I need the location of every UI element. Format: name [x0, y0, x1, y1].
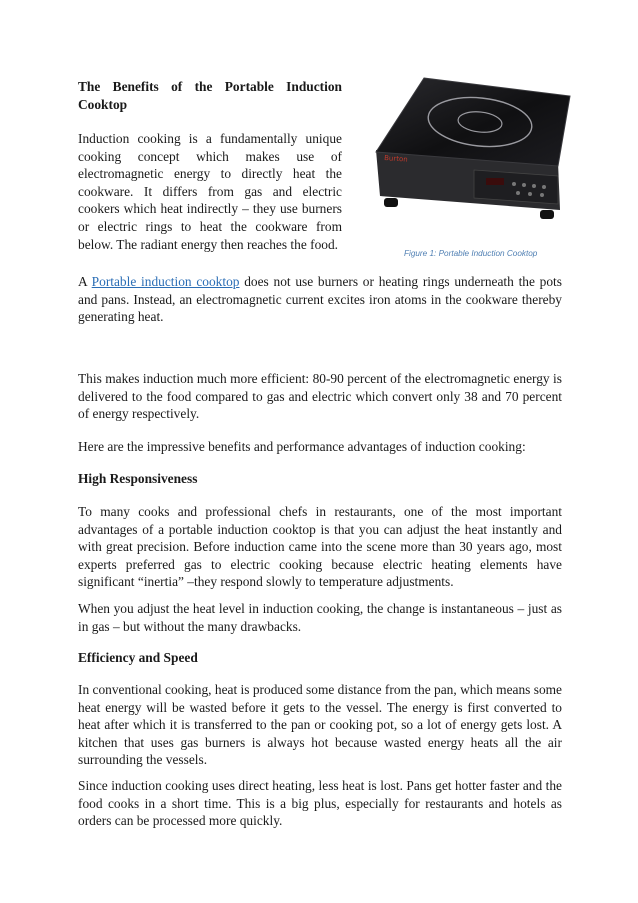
figure-caption: Figure 1: Portable Induction Cooktop: [404, 249, 538, 258]
induction-cooktop-image: [362, 70, 574, 250]
paragraph-6: When you adjust the heat level in induction cooking, the change is instantaneous – just as in gas – but without the many drawbacks.: [78, 601, 562, 634]
paragraph-2-prefix: A: [78, 274, 92, 289]
control-button: [522, 183, 526, 187]
display-window: [486, 178, 504, 185]
paragraph-2: [78, 273, 562, 326]
paragraph-2-suffix: does not use burners or heating rings underneath the pots and pans. Instead, an electromagnetic current excites iron atoms in the cookware thereby generating heat.: [78, 274, 562, 325]
paragraph-5: To many cooks and professional chefs in restaurants, one of the most important advantages of a portable induction cooktop is that you can adjust the heat instantly and with great precision. Before induction came into the scene more than 30 years ago, most experts preferred gas to electric cooking because electric heating elements have significant “inertia” –they respond slowly to temperature adjustments.: [78, 504, 562, 590]
cooktop-foot-right: [540, 210, 554, 219]
cooktop-foot-left: [384, 198, 398, 207]
heading-high-responsiveness: High Responsiveness: [78, 471, 198, 486]
paragraph-4: Here are the impressive benefits and performance advantages of induction cooking:: [78, 439, 526, 454]
heading-efficiency-speed: Efficiency and Speed: [78, 650, 198, 665]
control-button: [512, 182, 516, 186]
control-button: [540, 193, 544, 197]
cooktop-figure: [362, 70, 574, 250]
brand-label: Burton: [383, 154, 408, 164]
control-button: [516, 191, 520, 195]
paragraph-3: This makes induction much more efficient: 80-90 percent of the electromagnetic energy is delivered to the food compared to gas and electric which convert only 38 and 70 percent of energy respectively.: [78, 371, 562, 422]
control-button: [532, 184, 536, 188]
control-button: [542, 185, 546, 189]
control-button: [528, 192, 532, 196]
portable-cooktop-link[interactable]: Portable induction cooktop: [91, 274, 240, 289]
cooktop-glass-top: [376, 78, 570, 166]
paragraph-7: In conventional cooking, heat is produced some distance from the pan, which means some heat energy will be wasted before it gets to the vessel. The energy is first converted to heat after which it is transferred to the pan or cooking pot, so a lot of energy gets lost. A kitchen that uses gas burners is always hot because wasted energy heats all the air surrounding the vessels.: [78, 682, 562, 768]
intro-paragraph: Induction cooking is a fundamentally unique cooking concept which makes use of electromagnetic energy to directly heat the cookware. It differs from gas and electric cookers which heat indirectly – they use burners or electric rings to heat the cookware from below. The radiant energy then reaches the food.: [78, 131, 342, 252]
document-title: The Benefits of the Portable Induction Cooktop: [78, 79, 342, 112]
paragraph-8: Since induction cooking uses direct heating, less heat is lost. Pans get hotter faster and the food cooks in a short time. This is a big plus, especially for restaurants and hotels as orders can be processed more quickly.: [78, 778, 562, 829]
